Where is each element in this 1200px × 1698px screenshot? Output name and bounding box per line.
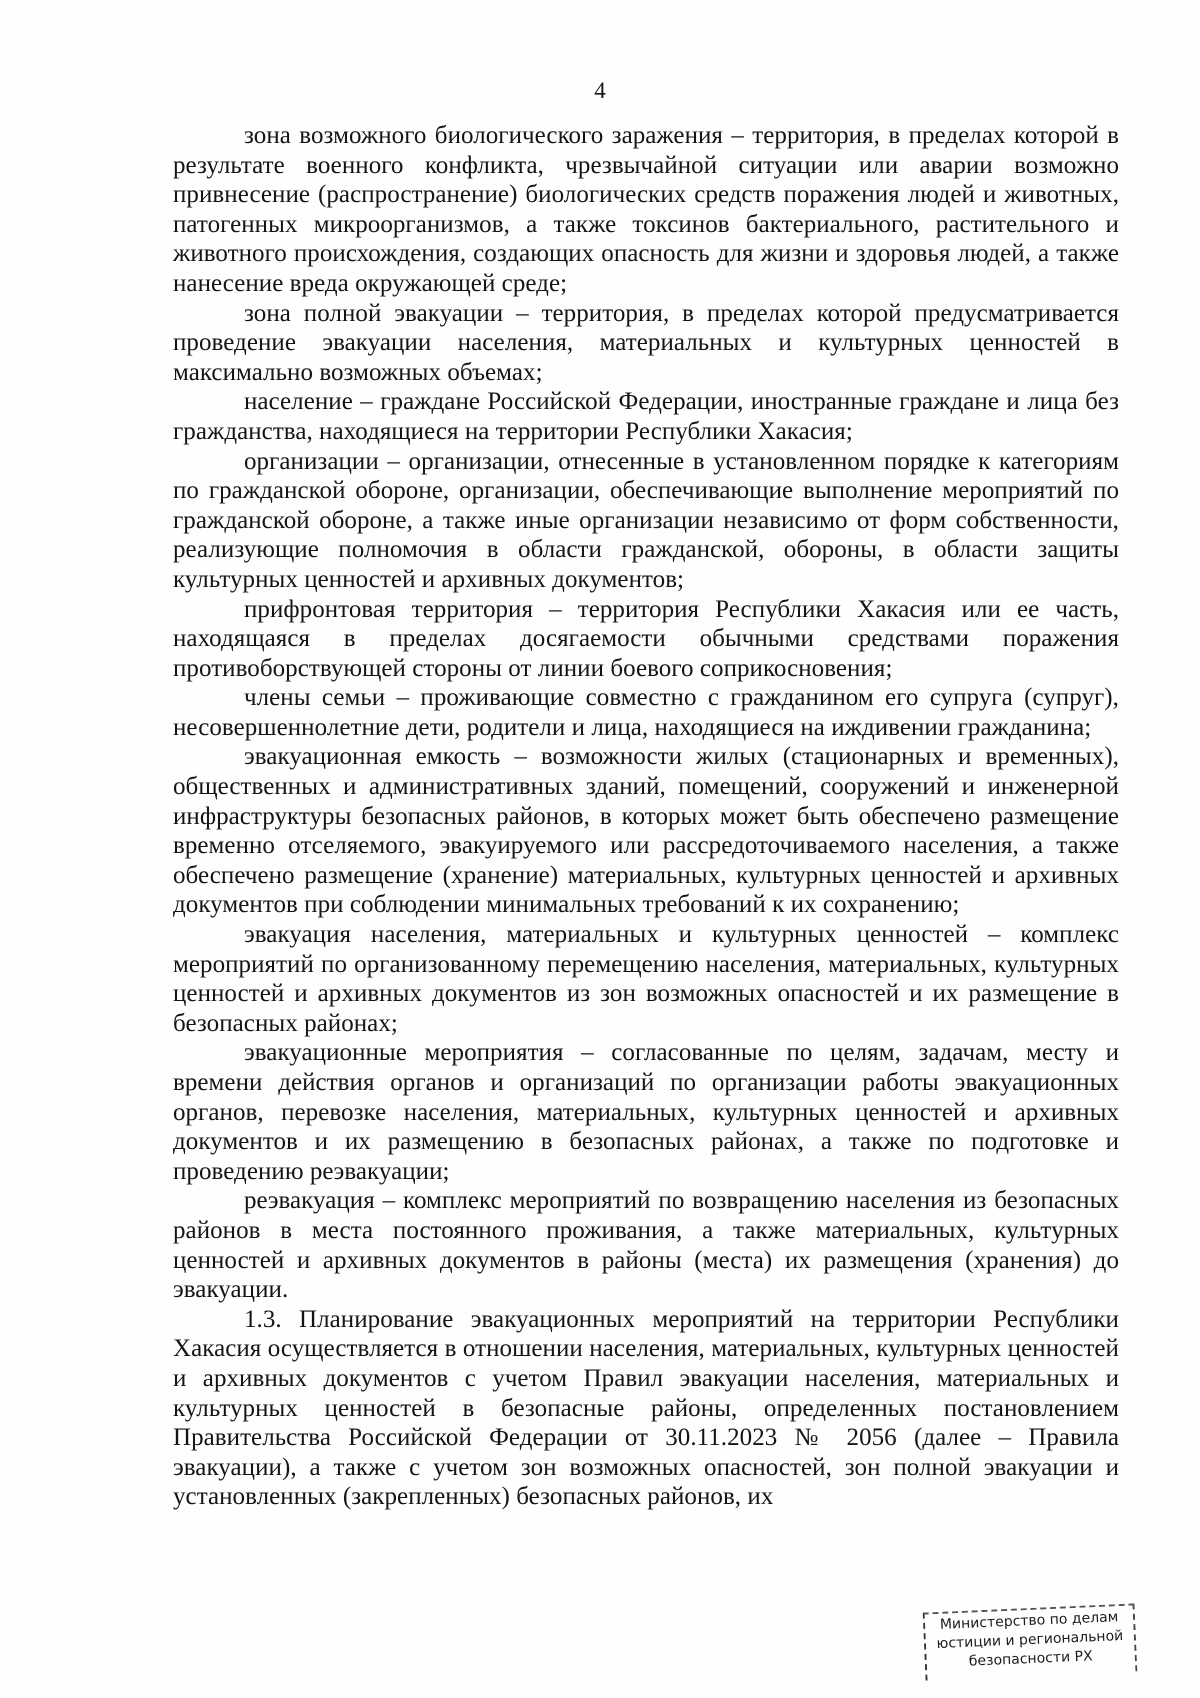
stamp-line: безопасности РХ — [968, 1648, 1093, 1670]
paragraph-biological-zone: зона возможного биологического заражения – территория, в пределах которой в результате военного конфликта, чрезвычайной ситуации или аварии возможно привнесение (распространение) биологических средств поражения людей и животных, патогенных микроорганизмов, а также токсинов бактериального, растительного и животного происхождения, создающих опасность для жизни и здоровья людей, а также нанесение вреда окружающей среде; — [173, 122, 1119, 297]
paragraph-population: население – граждане Российской Федерации, иностранные граждане и лица без гражданства, находящиеся на территории Республики Хакасия; — [173, 388, 1119, 445]
page-number: 4 — [594, 78, 606, 103]
ministry-stamp — [923, 1603, 1138, 1680]
paragraph-evacuation-capacity: эвакуационная емкость – возможности жилых (стационарных и временных), общественных и административных зданий, помещений, сооружений и инженерной инфраструктуры безопасных районов, в которых может быть обеспечено размещение временно отселяемого, эвакуируемого или рассредоточиваемого населения, а также обеспечено размещение (хранение) материальных, культурных ценностей и архивных документов при соблюдении минимальных требований к их сохранению; — [173, 743, 1119, 919]
stamp-line: Министерство по делам — [939, 1609, 1119, 1633]
stamp-line: юстиции и региональной — [936, 1627, 1124, 1653]
paragraph-evacuation: эвакуация населения, материальных и культурных ценностей – комплекс мероприятий по организованному перемещению населения, материальных, культурных ценностей и архивных документов из зон возможных опасностей и их размещение в безопасных районах; — [173, 921, 1119, 1037]
paragraph-full-evacuation-zone: зона полной эвакуации – территория, в пределах которой предусматривается проведение эвакуации населения, материальных и культурных ценностей в максимально возможных объемах; — [173, 299, 1119, 386]
paragraph-re-evacuation: реэвакуация – комплекс мероприятий по возвращению населения из безопасных районов в места постоянного проживания, а также материальных, культурных ценностей и архивных документов в районы (места) их размещения (хранения) до эвакуации. — [173, 1187, 1119, 1304]
paragraph-section-1-3: 1.3. Планирование эвакуационных мероприятий на территории Республики Хакасия осуществляется в отношении населения, материальных, культурных ценностей и архивных документов с учетом Правил эвакуации населения, материальных и культурных ценностей в безопасные районы, определенных постановлением Правительства Российской Федерации от 30.11.2023 № 2056 (далее – Правила эвакуации), а также с учетом зон возможных опасностей, зон полной эвакуации и установленных (закрепленных) безопасных районов, их — [173, 1305, 1119, 1511]
paragraph-organizations: организации – организации, отнесенные в установленном порядке к категориям по гражданской обороне, организации, обеспечивающие выполнение мероприятий по гражданской обороне, а также иные организации независимо от форм собственности, реализующие полномочия в области гражданской, обороны, в области защиты культурных ценностей и архивных документов; — [173, 447, 1119, 593]
paragraph-frontline-territory: прифронтовая территория – территория Республики Хакасия или ее часть, находящаяся в пределах досягаемости обычными средствами поражения противоборствующей стороны от линии боевого соприкосновения; — [173, 595, 1119, 682]
document-body — [173, 121, 1119, 1512]
paragraph-evacuation-measures: эвакуационные мероприятия – согласованные по целям, задачам, месту и времени действия органов и организаций по организации работы эвакуационных органов, перевозке населения, материальных, культурных ценностей и архивных документов и их размещению в безопасных районах, а также по подготовке и проведению реэвакуации; — [173, 1039, 1119, 1185]
paragraph-family-members: члены семьи – проживающие совместно с гражданином его супруга (супруг), несовершеннолетние дети, родители и лица, находящиеся на иждивении гражданина; — [173, 684, 1119, 741]
